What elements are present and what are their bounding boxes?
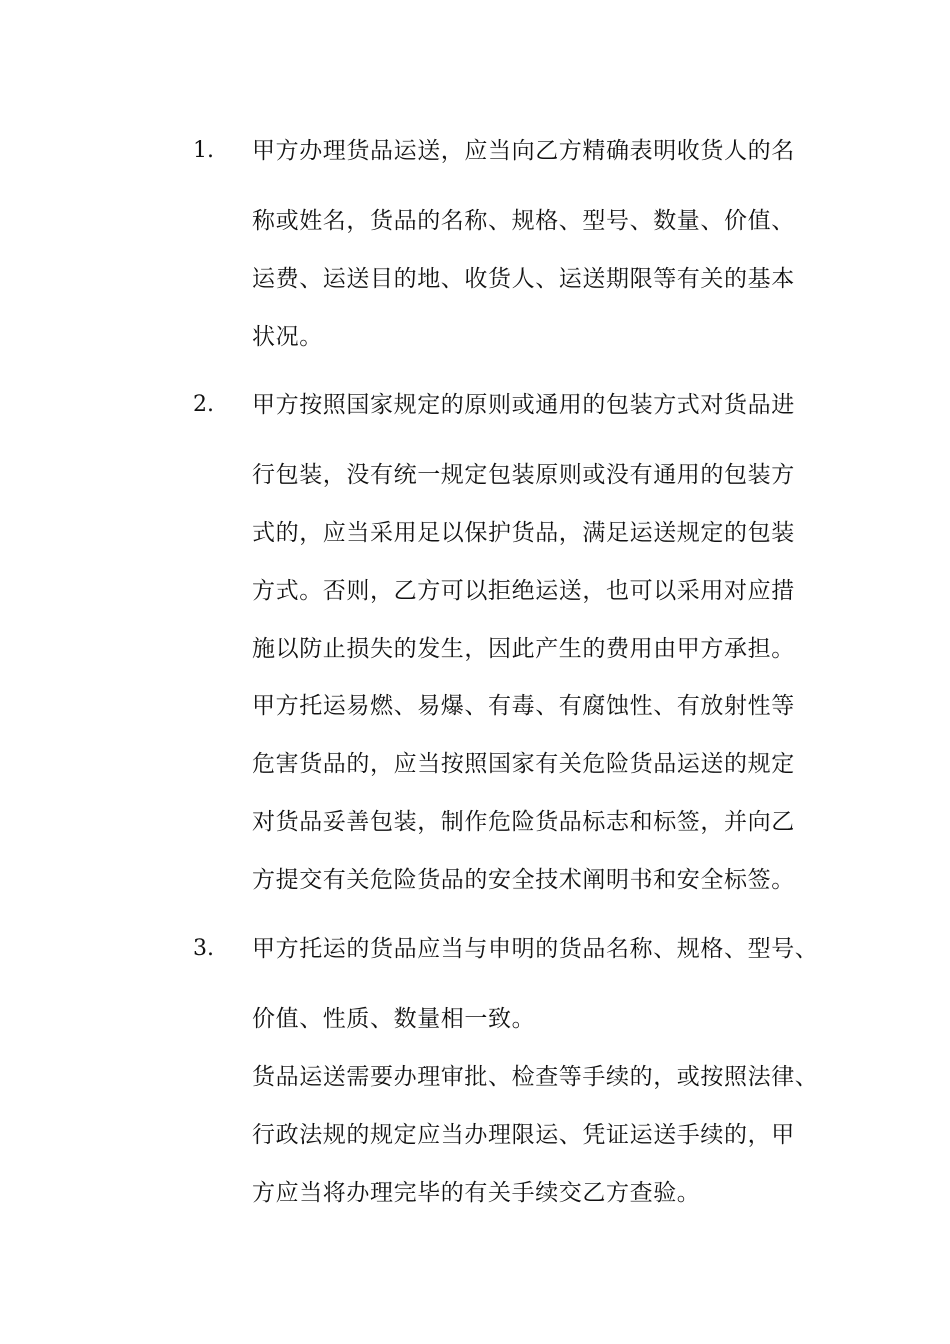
item-1-line-2: 称或姓名，货品的名称、规格、型号、数量、价值、 [252,208,795,234]
item-2-line-1: 甲方按照国家规定的原则或通用的包装方式对货品进 [252,392,795,418]
item-3-line-4: 行政法规的规定应当办理限运、凭证运送手续的，甲 [252,1122,795,1148]
item-1-number: 1. [193,138,214,163]
item-3-line-2: 价值、性质、数量相一致。 [252,1006,536,1032]
item-1-line-4: 状况。 [252,324,323,350]
item-3-line-3: 货品运送需要办理审批、检查等手续的，或按照法律、 [252,1064,819,1090]
item-2-line-9: 方提交有关危险货品的安全技术阐明书和安全标签。 [252,867,795,893]
item-1-line-3: 运费、运送目的地、收货人、运送期限等有关的基本 [252,266,795,292]
item-2-line-6: 甲方托运易燃、易爆、有毒、有腐蚀性、有放射性等 [252,693,795,719]
item-3-line-1: 甲方托运的货品应当与申明的货品名称、规格、型号、 [252,936,819,962]
item-2-line-3: 式的，应当采用足以保护货品，满足运送规定的包装 [252,520,795,546]
item-3-line-5: 方应当将办理完毕的有关手续交乙方查验。 [252,1180,701,1206]
item-2-line-5: 施以防止损失的发生，因此产生的费用由甲方承担。 [252,636,795,662]
item-2-line-2: 行包装，没有统一规定包装原则或没有通用的包装方 [252,462,795,488]
item-3-number: 3. [193,936,214,961]
item-1-line-1: 甲方办理货品运送，应当向乙方精确表明收货人的名 [252,138,795,164]
item-2-line-7: 危害货品的，应当按照国家有关危险货品运送的规定 [252,751,795,777]
item-2-number: 2. [193,392,214,417]
item-2-line-8: 对货品妥善包装，制作危险货品标志和标签，并向乙 [252,809,795,835]
item-2-line-4: 方式。否则，乙方可以拒绝运送，也可以采用对应措 [252,578,795,604]
